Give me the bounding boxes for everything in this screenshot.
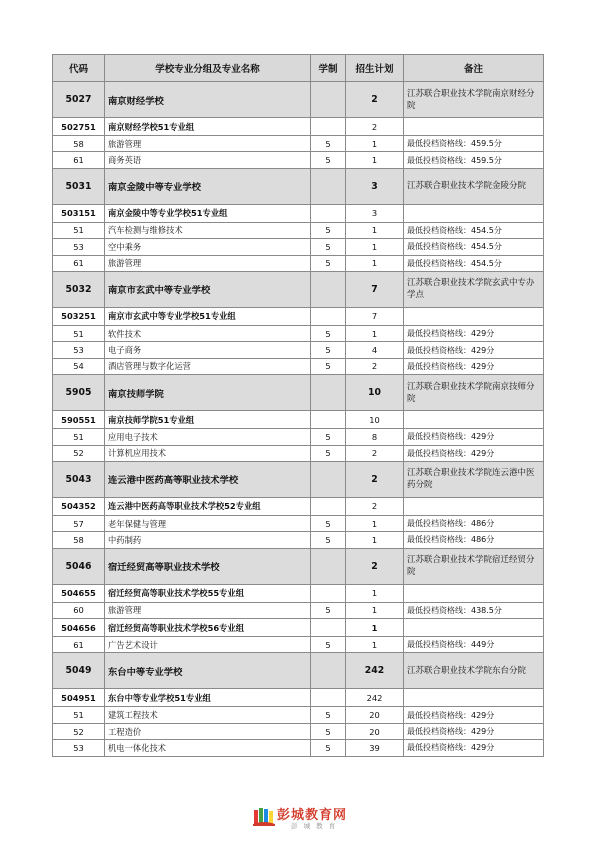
row-note	[404, 584, 544, 602]
row-code: 5027	[53, 82, 105, 118]
row-plan: 7	[346, 271, 404, 307]
row-plan: 2	[346, 461, 404, 497]
row-years: 5	[311, 152, 346, 168]
group-row	[53, 689, 544, 707]
major-row	[53, 136, 544, 152]
row-plan: 1	[346, 325, 404, 341]
row-name: 南京金陵中等专业学校51专业组	[105, 204, 311, 222]
row-years: 5	[311, 429, 346, 445]
row-code: 61	[53, 152, 105, 168]
row-note: 最低投档资格线：429分	[404, 358, 544, 374]
row-years: 5	[311, 740, 346, 756]
row-note: 最低投档资格线：429分	[404, 723, 544, 739]
major-row	[53, 429, 544, 445]
row-name: 软件技术	[105, 325, 311, 341]
row-code: 590551	[53, 411, 105, 429]
row-plan: 242	[346, 689, 404, 707]
row-years	[311, 497, 346, 515]
row-plan: 2	[346, 358, 404, 374]
row-code: 51	[53, 429, 105, 445]
row-plan: 1	[346, 222, 404, 238]
row-code: 503251	[53, 307, 105, 325]
row-plan: 7	[346, 307, 404, 325]
row-plan: 1	[346, 619, 404, 637]
row-years	[311, 82, 346, 118]
row-name: 空中乘务	[105, 239, 311, 255]
row-years	[311, 204, 346, 222]
row-note: 江苏联合职业技术学院南京技师分院	[404, 375, 544, 411]
row-years	[311, 461, 346, 497]
major-row	[53, 637, 544, 653]
row-name: 旅游管理	[105, 602, 311, 618]
group-row	[53, 411, 544, 429]
row-plan: 2	[346, 548, 404, 584]
row-code: 60	[53, 602, 105, 618]
row-plan: 1	[346, 152, 404, 168]
row-name: 东台中等专业学校	[105, 653, 311, 689]
row-years	[311, 584, 346, 602]
row-note: 最低投档资格线：486分	[404, 515, 544, 531]
row-plan: 39	[346, 740, 404, 756]
row-name: 南京市玄武中等专业学校	[105, 271, 311, 307]
row-years: 5	[311, 602, 346, 618]
group-row	[53, 619, 544, 637]
group-row	[53, 118, 544, 136]
row-plan: 2	[346, 445, 404, 461]
major-row	[53, 723, 544, 739]
row-plan: 10	[346, 411, 404, 429]
table-header-row	[53, 55, 544, 82]
row-plan: 1	[346, 515, 404, 531]
site-logo	[253, 803, 363, 833]
row-name: 旅游管理	[105, 255, 311, 271]
row-years	[311, 653, 346, 689]
row-note: 最低投档资格线：429分	[404, 429, 544, 445]
major-row	[53, 152, 544, 168]
row-name: 广告艺术设计	[105, 637, 311, 653]
row-note	[404, 619, 544, 637]
school-row	[53, 168, 544, 204]
row-note	[404, 689, 544, 707]
header-note: 备注	[404, 55, 544, 82]
row-code: 57	[53, 515, 105, 531]
row-code: 61	[53, 637, 105, 653]
row-years: 5	[311, 136, 346, 152]
row-years: 5	[311, 515, 346, 531]
logo-subtitle: 彭 城 教 育	[291, 822, 338, 830]
row-years: 5	[311, 637, 346, 653]
row-name: 连云港中医药高等职业技术学校	[105, 461, 311, 497]
row-code: 53	[53, 239, 105, 255]
row-code: 5043	[53, 461, 105, 497]
row-code: 5046	[53, 548, 105, 584]
school-row	[53, 653, 544, 689]
row-note	[404, 307, 544, 325]
row-name: 中药制药	[105, 532, 311, 548]
row-years: 5	[311, 723, 346, 739]
row-note	[404, 204, 544, 222]
row-years	[311, 168, 346, 204]
row-code: 53	[53, 740, 105, 756]
row-plan: 1	[346, 602, 404, 618]
row-years: 5	[311, 707, 346, 723]
row-note: 最低投档资格线：454.5分	[404, 255, 544, 271]
row-years: 5	[311, 342, 346, 358]
major-row	[53, 602, 544, 618]
row-name: 建筑工程技术	[105, 707, 311, 723]
school-row	[53, 375, 544, 411]
row-note: 最低投档资格线：429分	[404, 740, 544, 756]
row-note: 最低投档资格线：449分	[404, 637, 544, 653]
row-years	[311, 118, 346, 136]
row-code: 51	[53, 222, 105, 238]
books-icon	[253, 806, 275, 826]
row-note	[404, 411, 544, 429]
row-plan: 20	[346, 723, 404, 739]
row-years	[311, 375, 346, 411]
group-row	[53, 497, 544, 515]
major-row	[53, 222, 544, 238]
major-row	[53, 239, 544, 255]
group-row	[53, 204, 544, 222]
row-name: 南京技师学院51专业组	[105, 411, 311, 429]
row-code: 504352	[53, 497, 105, 515]
row-note: 江苏联合职业技术学院东台分院	[404, 653, 544, 689]
row-years: 5	[311, 445, 346, 461]
row-years: 5	[311, 325, 346, 341]
row-note: 最低投档资格线：429分	[404, 445, 544, 461]
row-plan: 10	[346, 375, 404, 411]
row-note: 江苏联合职业技术学院南京财经分院	[404, 82, 544, 118]
row-years: 5	[311, 255, 346, 271]
row-note	[404, 118, 544, 136]
row-note: 最低投档资格线：454.5分	[404, 222, 544, 238]
row-years: 5	[311, 358, 346, 374]
row-name: 电子商务	[105, 342, 311, 358]
row-plan: 3	[346, 204, 404, 222]
row-note: 最低投档资格线：429分	[404, 325, 544, 341]
row-note: 最低投档资格线：429分	[404, 707, 544, 723]
row-name: 老年保健与管理	[105, 515, 311, 531]
row-code: 51	[53, 707, 105, 723]
row-years	[311, 619, 346, 637]
row-code: 5905	[53, 375, 105, 411]
row-plan: 3	[346, 168, 404, 204]
row-note: 最低投档资格线：429分	[404, 342, 544, 358]
school-row	[53, 548, 544, 584]
school-row	[53, 82, 544, 118]
row-plan: 1	[346, 136, 404, 152]
row-plan: 8	[346, 429, 404, 445]
row-name: 南京财经学校	[105, 82, 311, 118]
row-plan: 20	[346, 707, 404, 723]
row-name: 南京市玄武中等专业学校51专业组	[105, 307, 311, 325]
major-row	[53, 255, 544, 271]
row-name: 宿迁经贸高等职业技术学校56专业组	[105, 619, 311, 637]
row-years	[311, 689, 346, 707]
row-plan: 1	[346, 255, 404, 271]
row-code: 53	[53, 342, 105, 358]
row-name: 酒店管理与数字化运营	[105, 358, 311, 374]
row-note: 江苏联合职业技术学院连云港中医药分院	[404, 461, 544, 497]
row-plan: 2	[346, 118, 404, 136]
row-plan: 1	[346, 532, 404, 548]
row-years	[311, 271, 346, 307]
row-code: 58	[53, 136, 105, 152]
major-row	[53, 445, 544, 461]
row-code: 504951	[53, 689, 105, 707]
row-name: 商务英语	[105, 152, 311, 168]
row-code: 58	[53, 532, 105, 548]
row-name: 东台中等专业学校51专业组	[105, 689, 311, 707]
row-note	[404, 497, 544, 515]
major-row	[53, 342, 544, 358]
table-body	[53, 82, 544, 757]
row-name: 南京财经学校51专业组	[105, 118, 311, 136]
row-note: 江苏联合职业技术学院宿迁经贸分院	[404, 548, 544, 584]
row-code: 5031	[53, 168, 105, 204]
row-name: 汽车检测与维修技术	[105, 222, 311, 238]
row-name: 连云港中医药高等职业技术学校52专业组	[105, 497, 311, 515]
row-note: 最低投档资格线：454.5分	[404, 239, 544, 255]
row-years: 5	[311, 239, 346, 255]
header-years: 学制	[311, 55, 346, 82]
row-name: 应用电子技术	[105, 429, 311, 445]
row-code: 504656	[53, 619, 105, 637]
header-plan: 招生计划	[346, 55, 404, 82]
row-plan: 1	[346, 584, 404, 602]
major-row	[53, 740, 544, 756]
row-code: 52	[53, 723, 105, 739]
row-years	[311, 411, 346, 429]
header-code: 代码	[53, 55, 105, 82]
row-name: 计算机应用技术	[105, 445, 311, 461]
admissions-table	[52, 54, 544, 757]
row-name: 宿迁经贸高等职业技术学校	[105, 548, 311, 584]
row-code: 503151	[53, 204, 105, 222]
row-code: 502751	[53, 118, 105, 136]
row-note: 江苏联合职业技术学院金陵分院	[404, 168, 544, 204]
row-note: 江苏联合职业技术学院玄武中专办学点	[404, 271, 544, 307]
row-name: 机电一体化技术	[105, 740, 311, 756]
row-code: 504655	[53, 584, 105, 602]
logo-title: 彭城教育网	[277, 808, 348, 823]
row-name: 南京技师学院	[105, 375, 311, 411]
row-code: 54	[53, 358, 105, 374]
major-row	[53, 325, 544, 341]
major-row	[53, 515, 544, 531]
row-name: 宿迁经贸高等职业技术学校55专业组	[105, 584, 311, 602]
row-note: 最低投档资格线：459.5分	[404, 136, 544, 152]
group-row	[53, 307, 544, 325]
row-plan: 4	[346, 342, 404, 358]
row-code: 51	[53, 325, 105, 341]
row-plan: 1	[346, 239, 404, 255]
row-name: 南京金陵中等专业学校	[105, 168, 311, 204]
row-code: 61	[53, 255, 105, 271]
row-years: 5	[311, 532, 346, 548]
major-row	[53, 532, 544, 548]
row-name: 工程造价	[105, 723, 311, 739]
row-plan: 242	[346, 653, 404, 689]
school-row	[53, 461, 544, 497]
row-years	[311, 548, 346, 584]
major-row	[53, 707, 544, 723]
header-name: 学校专业分组及专业名称	[105, 55, 311, 82]
school-row	[53, 271, 544, 307]
row-code: 5049	[53, 653, 105, 689]
row-note: 最低投档资格线：486分	[404, 532, 544, 548]
row-years: 5	[311, 222, 346, 238]
row-name: 旅游管理	[105, 136, 311, 152]
row-years	[311, 307, 346, 325]
row-plan: 2	[346, 82, 404, 118]
row-plan: 1	[346, 637, 404, 653]
major-row	[53, 358, 544, 374]
row-note: 最低投档资格线：459.5分	[404, 152, 544, 168]
row-note: 最低投档资格线：438.5分	[404, 602, 544, 618]
row-code: 52	[53, 445, 105, 461]
group-row	[53, 584, 544, 602]
row-code: 5032	[53, 271, 105, 307]
row-plan: 2	[346, 497, 404, 515]
